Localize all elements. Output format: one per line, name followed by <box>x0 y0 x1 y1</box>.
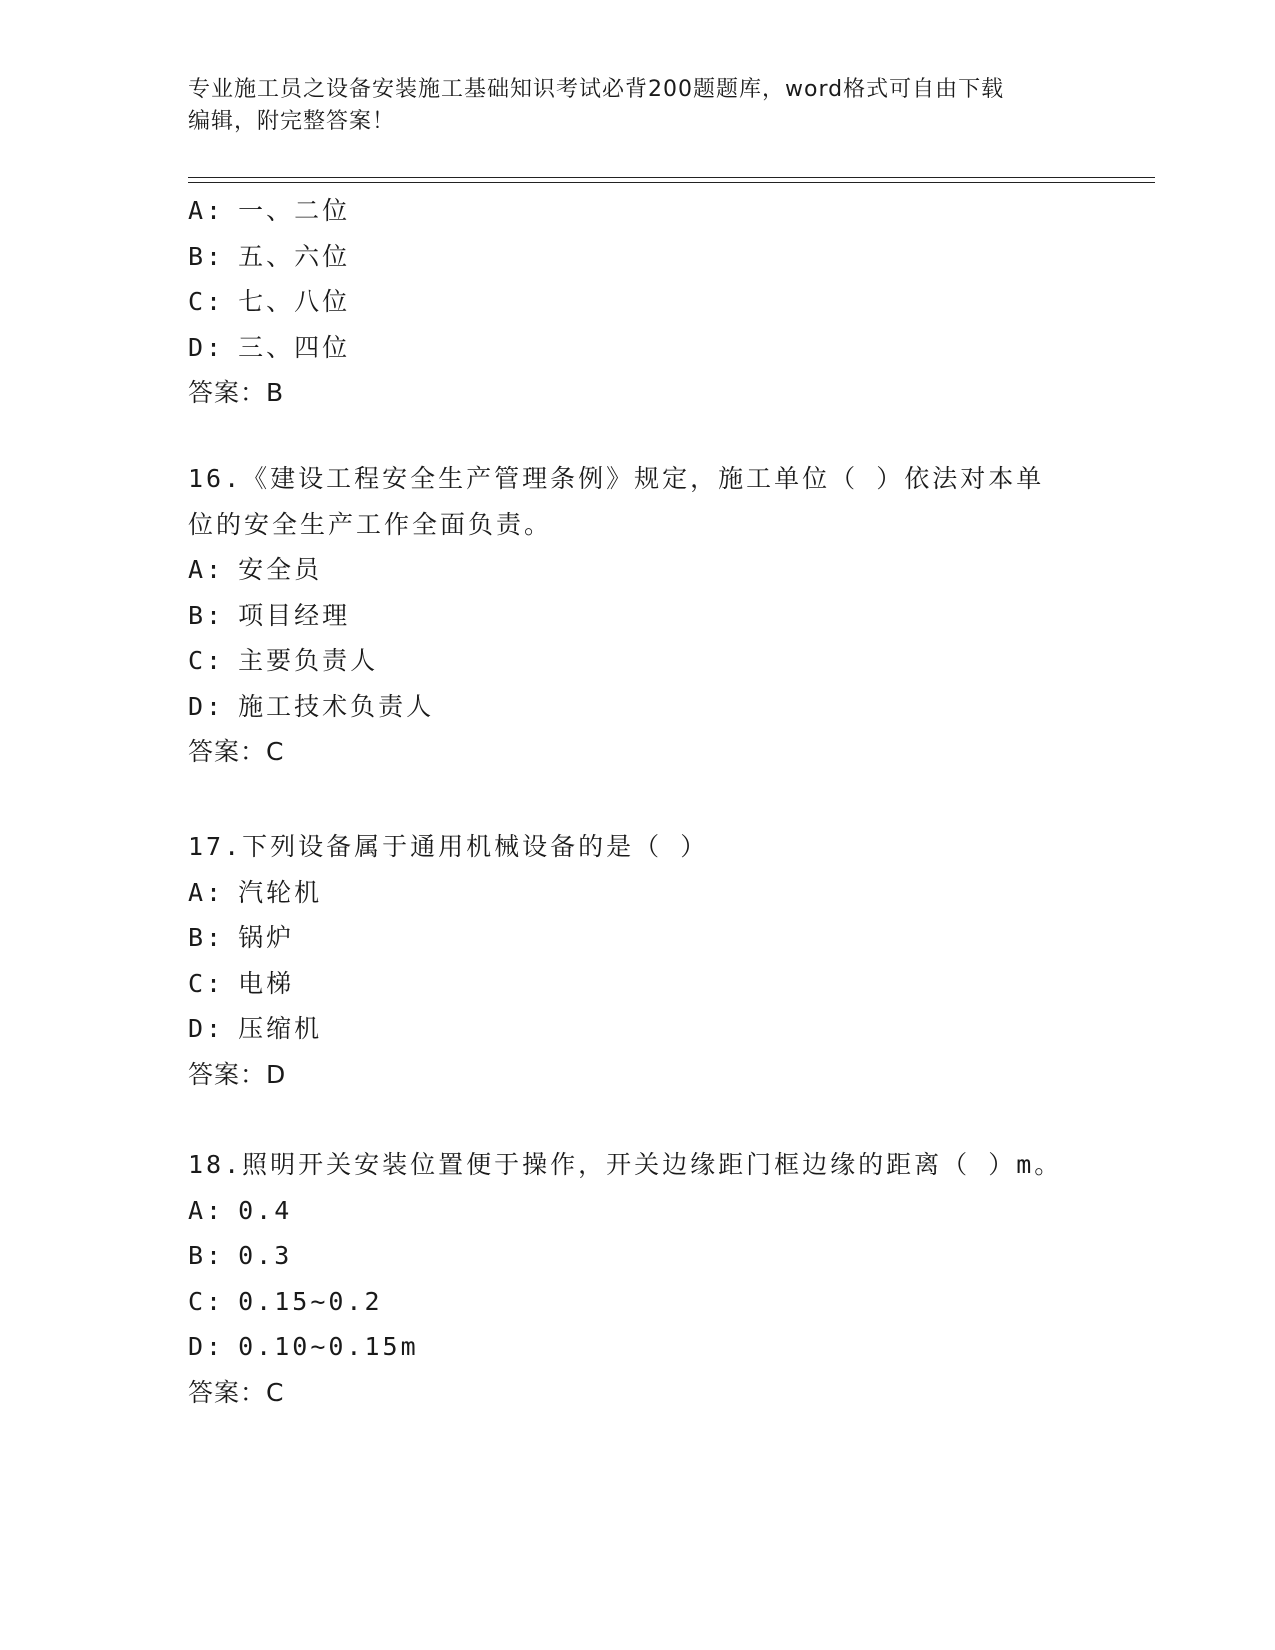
option-key: A: <box>188 196 225 225</box>
header-title-line-1: 专业施工员之设备安装施工基础知识考试必背200题题库，word格式可自由下载 <box>188 77 1005 102</box>
option-key: C: <box>188 968 225 998</box>
option-b <box>188 915 1088 961</box>
answer-line: 答案：C <box>188 737 285 766</box>
header-divider-bottom <box>188 182 1155 183</box>
option-text: 主要负责人 <box>238 646 379 675</box>
option-text: 汽轮机 <box>238 877 323 907</box>
option-text: 压缩机 <box>238 1014 323 1043</box>
option-text: 三、四位 <box>238 332 351 362</box>
question-text-line-1: 18.照明开关安装位置便于操作，开关边缘距门框边缘的距离（ ）m。 <box>188 1150 1063 1179</box>
option-key: A: <box>188 555 225 584</box>
option-key: D: <box>188 1014 225 1043</box>
option-key: D: <box>188 332 225 362</box>
option-key: B: <box>188 600 225 630</box>
option-key: C: <box>188 1286 225 1316</box>
option-d <box>188 1324 1088 1370</box>
option-a <box>188 547 1088 593</box>
option-key: C: <box>188 646 225 675</box>
option-b <box>188 1233 1088 1279</box>
question-text-line-2: 位的安全生产工作全面负责。 <box>188 509 553 539</box>
option-text: 0.4 <box>238 1195 293 1225</box>
option-a <box>188 870 1088 916</box>
question-15 <box>188 188 1088 416</box>
option-a <box>188 1188 1088 1234</box>
option-c <box>188 1279 1088 1325</box>
question-18 <box>188 1142 1088 1415</box>
option-key: C: <box>188 287 225 316</box>
question-16 <box>188 456 1088 775</box>
option-b <box>188 234 1088 280</box>
question-text-line-1: 16.《建设工程安全生产管理条例》规定，施工单位（ ）依法对本单 <box>188 464 1045 493</box>
option-c <box>188 638 1088 684</box>
header-divider-top <box>188 177 1155 178</box>
option-key: B: <box>188 241 225 271</box>
option-key: D: <box>188 1332 225 1361</box>
option-d <box>188 325 1088 371</box>
option-text: 五、六位 <box>238 241 351 271</box>
option-c <box>188 279 1088 325</box>
document-header <box>188 74 1068 138</box>
option-key: A: <box>188 1195 225 1225</box>
answer-line: 答案：B <box>188 378 285 407</box>
option-text: 0.3 <box>238 1241 293 1270</box>
option-text: 锅炉 <box>238 923 295 952</box>
option-text: 施工技术负责人 <box>238 691 435 721</box>
option-text: 项目经理 <box>238 600 351 630</box>
answer-line: 答案：C <box>188 1377 285 1407</box>
option-key: A: <box>188 877 225 907</box>
option-text: 安全员 <box>238 555 323 584</box>
option-text: 七、八位 <box>238 287 351 316</box>
option-c <box>188 961 1088 1007</box>
option-key: B: <box>188 923 225 952</box>
option-d <box>188 1006 1088 1052</box>
question-17 <box>188 824 1088 1097</box>
option-text: 电梯 <box>238 968 295 998</box>
option-text: 一、二位 <box>238 196 351 225</box>
option-text: 0.10~0.15m <box>238 1332 419 1361</box>
header-title-line-2: 编辑，附完整答案！ <box>188 109 396 134</box>
option-d <box>188 684 1088 730</box>
option-key: D: <box>188 691 225 721</box>
option-text: 0.15~0.2 <box>238 1286 383 1316</box>
answer-line: 答案：D <box>188 1059 287 1089</box>
question-text-line-1: 17.下列设备属于通用机械设备的是（ ） <box>188 832 709 861</box>
option-b <box>188 593 1088 639</box>
option-key: B: <box>188 1241 225 1270</box>
option-a <box>188 188 1088 234</box>
